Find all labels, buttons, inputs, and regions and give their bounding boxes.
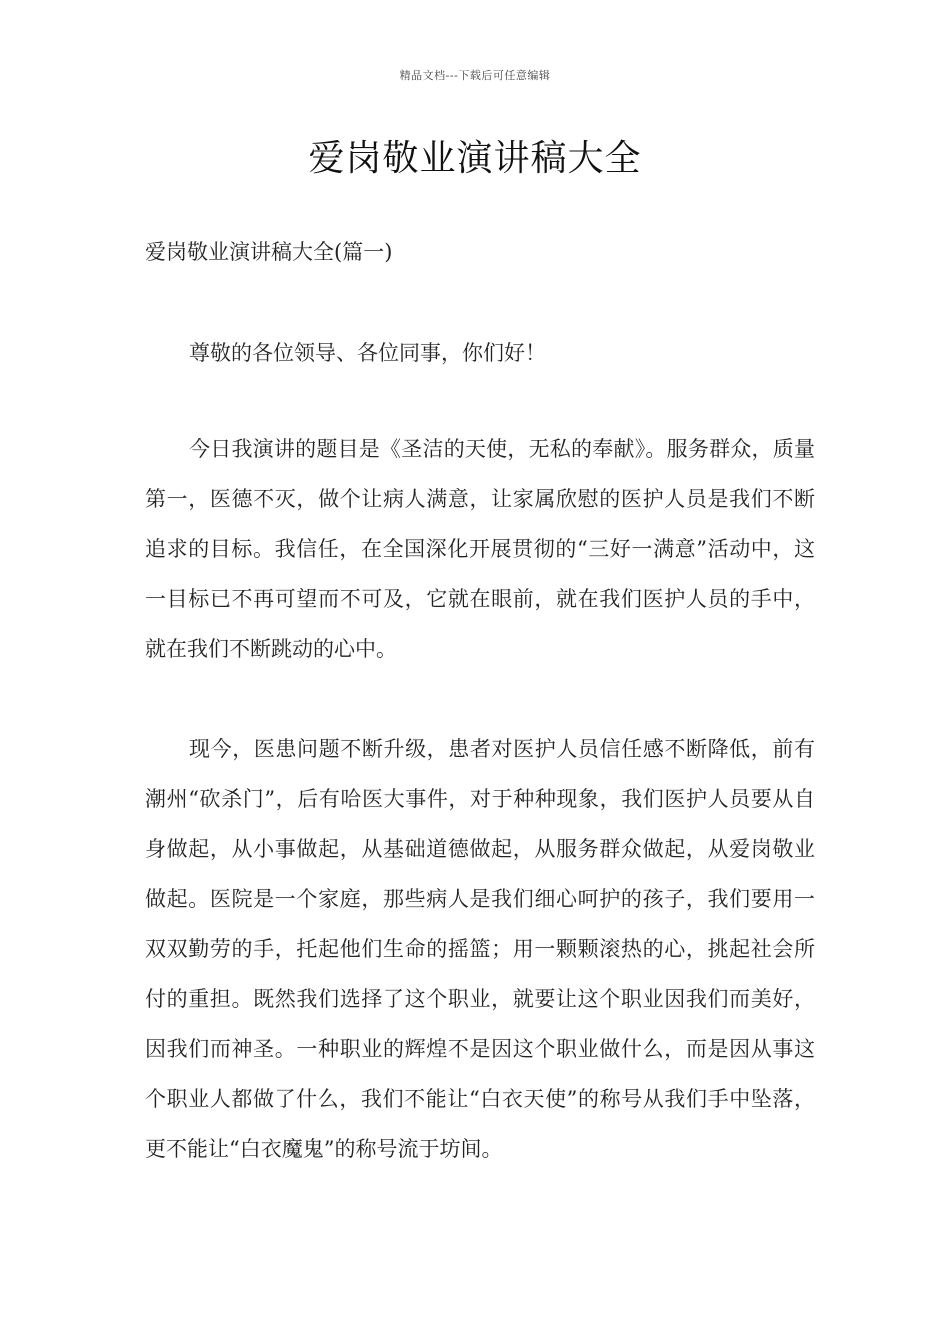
header-note: 精品文档---下载后可任意编辑 <box>399 69 551 82</box>
paragraph-1: 今日我演讲的题目是《圣洁的天使，无私的奉献》。服务群众，质量第一，医德不灭，做个让病人满意，让家属欣慰的医护人员是我们不断追求的目标。我信任，在全国深化开展贯彻的“三好一满意”活动中，这一目标已不再可望而不可及，它就在眼前，就在我们医护人员的手中，就在我们不断跳动的心中。 <box>145 437 815 661</box>
paragraph-2: 现今，医患问题不断升级，患者对医护人员信任感不断降低，前有潮州“砍杀门”，后有哈医大事件，对于种种现象，我们医护人员要从自身做起，从小事做起，从基础道德做起，从服务群众做起，从爱岗敬业做起。医院是一个家庭，那些病人是我们细心呵护的孩子，我们要用一双双勤劳的手，托起他们生命的摇篮；用一颗颗滚热的心，挑起社会所付的重担。既然我们选择了这个职业，就要让这个职业因我们而美好，因我们而神圣。一种职业的辉煌不是因这个职业做什么，而是因从事这个职业人都做了什么，我们不能让“白衣天使”的称号从我们手中坠落，更不能让“白衣魔鬼”的称号流于坊间。 <box>145 737 815 1161</box>
document-title: 爱岗敬业演讲稿大全 <box>308 138 642 179</box>
paragraph-greeting: 尊敬的各位领导、各位同事，你们好！ <box>189 341 546 365</box>
section-heading: 爱岗敬业演讲稿大全(篇一) <box>145 240 393 264</box>
